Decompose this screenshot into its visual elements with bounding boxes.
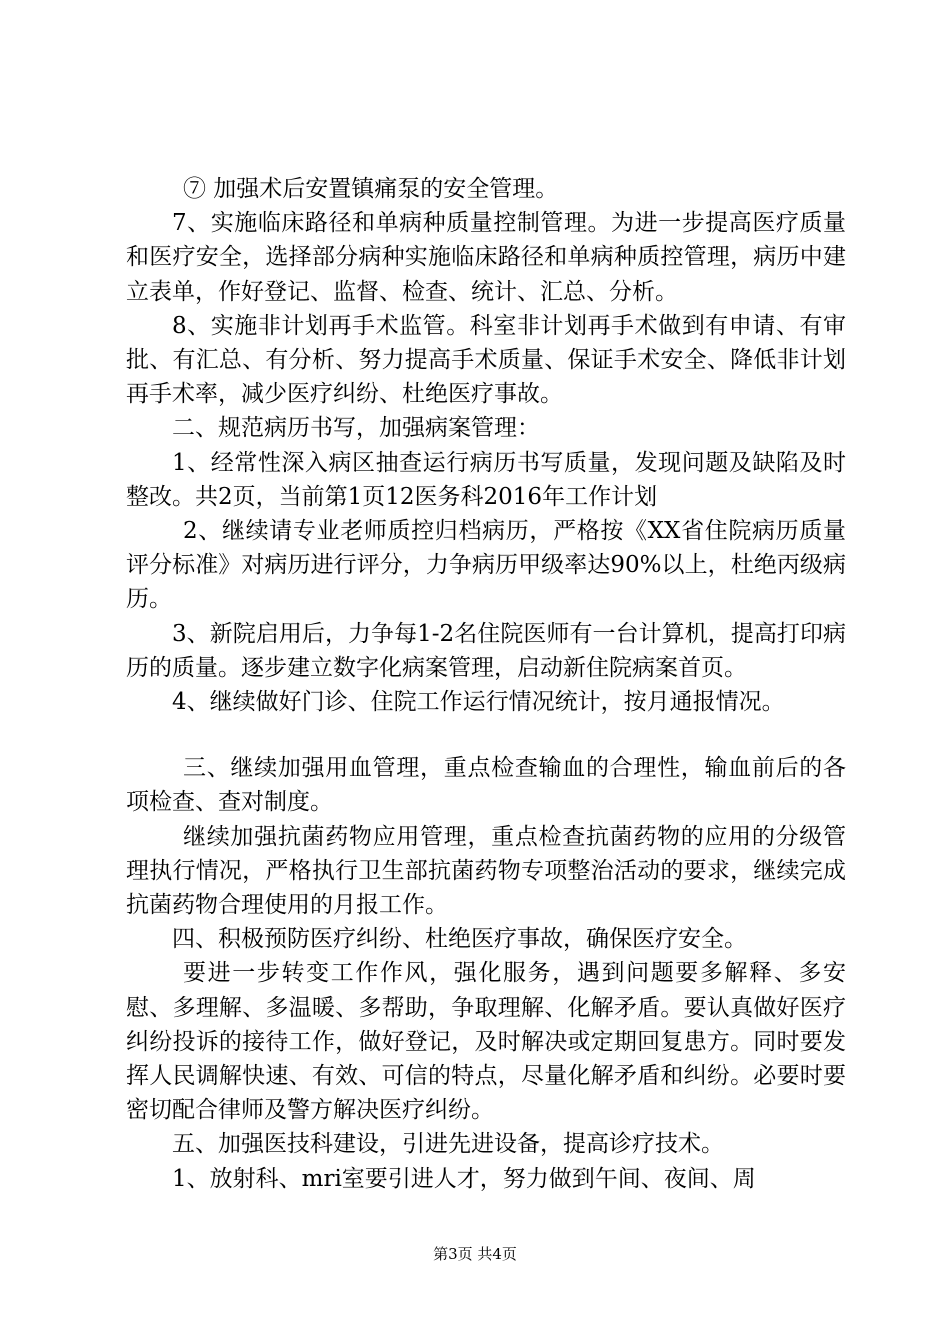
paragraph: 7、实施临床路径和单病种质量控制管理。为进一步提高医疗质量和医疗安全，选择部分病种实施临床路径和单病种质控管理，病历中建立表单，作好登记、监督、检查、统计、汇总、分析。 <box>126 210 846 305</box>
document-body <box>126 172 846 1196</box>
paragraph: ⑦ 加强术后安置镇痛泵的安全管理。 <box>183 176 559 202</box>
paragraph: 继续加强抗菌药物应用管理，重点检查抗菌药物的应用的分级管理执行情况，严格执行卫生部抗菌药物专项整治活动的要求，继续完成抗菌药物合理使用的月报工作。 <box>126 823 846 919</box>
paragraph: 三、继续加强用血管理，重点检查输血的合理性，输血前后的各项检查、查对制度。 <box>126 755 846 816</box>
paragraph: 1、放射科、mri室要引进人才，努力做到午间、夜间、周 <box>172 1165 756 1192</box>
paragraph: 8、实施非计划再手术监管。科室非计划再手术做到有申请、有审批、有汇总、有分析、努力提高手术质量、保证手术安全、降低非计划再手术率，减少医疗纠纷、杜绝医疗事故。 <box>126 312 846 408</box>
paragraph: 4、继续做好门诊、住院工作运行情况统计，按月通报情况。 <box>172 689 785 716</box>
page-footer: 第3页 共4页 <box>433 1245 517 1263</box>
paragraph: 五、加强医技科建设，引进先进设备，提高诊疗技术。 <box>172 1131 724 1158</box>
paragraph: 1、经常性深入病区抽查运行病历书写质量，发现问题及缺陷及时整改。共2页，当前第1页12医务科2016年工作计划 <box>126 449 846 510</box>
paragraph: 二、规范病历书写，加强病案管理： <box>172 415 540 442</box>
paragraph-spacer <box>126 719 846 751</box>
paragraph: 四、积极预防医疗纠纷、杜绝医疗事故，确保医疗安全。 <box>172 926 747 953</box>
paragraph: 2、继续请专业老师质控归档病历，严格按《XX省住院病历质量评分标准》对病历进行评分，力争病历甲级率达90%以上，杜绝丙级病历。 <box>126 518 846 613</box>
paragraph: 3、新院启用后，力争每1-2名住院医师有一台计算机，提高打印病历的质量。逐步建立数字化病案管理，启动新住院病案首页。 <box>126 620 846 681</box>
paragraph: 要进一步转变工作作风，强化服务，遇到问题要多解释、多安慰、多理解、多温暖、多帮助，争取理解、化解矛盾。要认真做好医疗纠纷投诉的接待工作，做好登记，及时解决或定期回复患方。同时要发挥人民调解快速、有效、可信的特点，尽量化解矛盾和纠纷。必要时要密切配合律师及警方解决医疗纠纷。 <box>126 960 846 1124</box>
